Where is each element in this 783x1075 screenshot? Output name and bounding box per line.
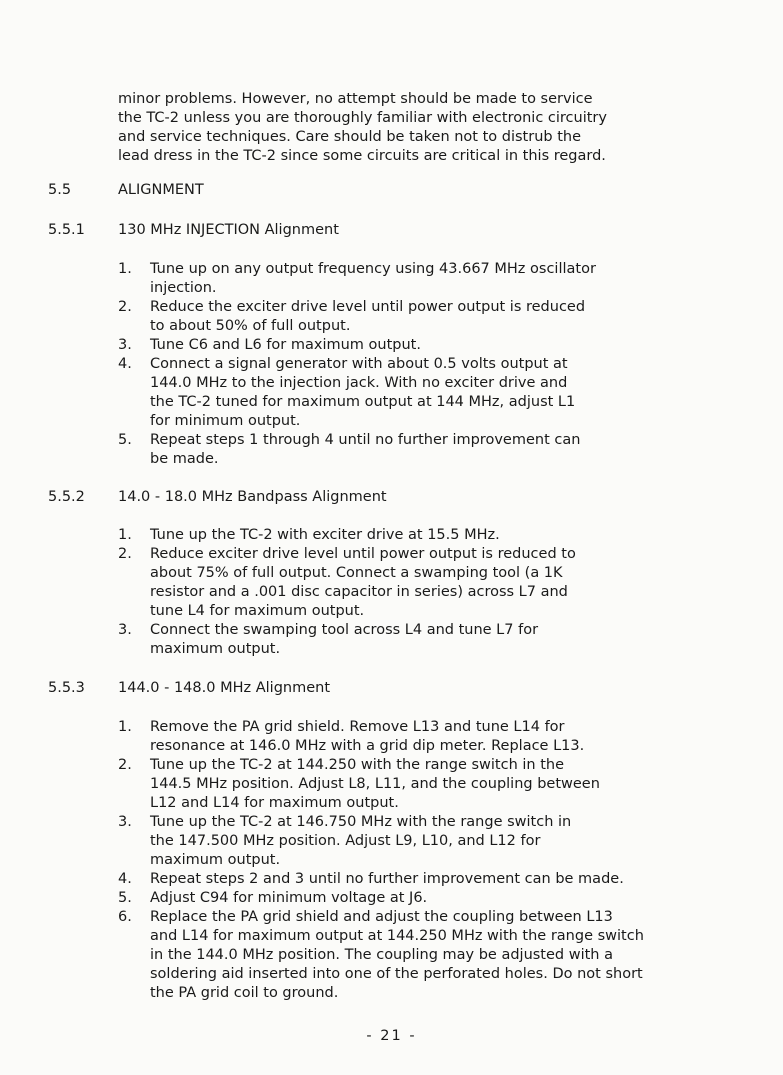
step-number: 4.	[118, 871, 132, 887]
section-5-5-1-steps	[118, 260, 738, 469]
list-item	[118, 889, 758, 908]
section-title: 14.0 - 18.0 MHz Bandpass Alignment	[118, 489, 387, 505]
step-text: Connect a signal generator with about 0.5 volts output at 144.0 MHz to the injection jack. With no exciter drive and the TC-2 tuned for maximum output at 144 MHz, adjust L1 for minimum output.	[150, 356, 576, 429]
list-item	[118, 298, 738, 336]
list-item	[118, 870, 758, 889]
step-number: 3.	[118, 337, 132, 353]
section-number: 5.5.2	[48, 489, 85, 505]
step-text: Replace the PA grid shield and adjust the coupling between L13 and L14 for maximum output at 144.250 MHz with the range switch in the 144.0 MHz position. The coupling may be adjusted with a soldering aid inserted into one of the perforated holes. Do not short the PA grid coil to ground.	[150, 909, 644, 1001]
step-text: Remove the PA grid shield. Remove L13 and tune L14 for resonance at 146.0 MHz with a grid dip meter. Replace L13.	[150, 719, 585, 754]
section-title: ALIGNMENT	[118, 182, 204, 198]
list-item	[118, 545, 738, 621]
list-item	[118, 526, 738, 545]
list-item	[118, 718, 758, 756]
step-text: Tune C6 and L6 for maximum output.	[150, 337, 421, 353]
step-text: Tune up on any output frequency using 43.667 MHz oscillator injection.	[150, 261, 596, 296]
step-number: 1.	[118, 527, 132, 543]
section-number: 5.5	[48, 182, 72, 198]
step-number: 2.	[118, 299, 132, 315]
list-item	[118, 813, 758, 870]
step-number: 5.	[118, 890, 132, 906]
step-text: Repeat steps 2 and 3 until no further improvement can be made.	[150, 871, 624, 887]
section-title: 144.0 - 148.0 MHz Alignment	[118, 680, 331, 696]
step-number: 1.	[118, 261, 132, 277]
section-5-5-2-steps	[118, 526, 738, 659]
step-number: 3.	[118, 814, 132, 830]
step-number: 1.	[118, 719, 132, 735]
list-item	[118, 756, 758, 813]
step-text: Reduce the exciter drive level until power output is reduced to about 50% of full output.	[150, 299, 586, 334]
intro-paragraph: minor problems. However, no attempt should be made to service the TC-2 unless you are thoroughly familiar with electronic circuitry and service techniques. Care should be taken not to distrub the lead dress in the TC-2 since some circuits are critical in this regard.	[118, 91, 607, 164]
step-text: Adjust C94 for minimum voltage at J6.	[150, 890, 428, 906]
step-text: Reduce exciter drive level until power output is reduced to about 75% of full output. Connect a swamping tool (a 1K resistor and a .001 disc capacitor in series) across L7 and tune L4 for maximum output.	[150, 546, 576, 619]
step-text: Tune up the TC-2 at 146.750 MHz with the range switch in the 147.500 MHz position. Adjust L9, L10, and L12 for maximum output.	[150, 814, 572, 868]
list-item	[118, 260, 738, 298]
step-text: Repeat steps 1 through 4 until no further improvement can be made.	[150, 432, 581, 467]
section-number: 5.5.1	[48, 222, 85, 238]
step-number: 3.	[118, 622, 132, 638]
step-text: Connect the swamping tool across L4 and tune L7 for maximum output.	[150, 622, 539, 657]
step-text: Tune up the TC-2 with exciter drive at 15.5 MHz.	[150, 527, 500, 543]
section-title: 130 MHz INJECTION Alignment	[118, 222, 339, 238]
step-number: 5.	[118, 432, 132, 448]
step-text: Tune up the TC-2 at 144.250 with the range switch in the 144.5 MHz position. Adjust L8, L11, and the coupling between L12 and L14 for maximum output.	[150, 757, 600, 811]
list-item	[118, 431, 738, 469]
step-number: 4.	[118, 356, 132, 372]
page-number: - 21 -	[366, 1028, 417, 1044]
list-item	[118, 908, 758, 1003]
step-number: 2.	[118, 757, 132, 773]
list-item	[118, 621, 738, 659]
section-5-5-3-steps	[118, 718, 758, 1003]
section-number: 5.5.3	[48, 680, 85, 696]
list-item	[118, 336, 738, 355]
step-number: 2.	[118, 546, 132, 562]
list-item	[118, 355, 738, 431]
step-number: 6.	[118, 909, 132, 925]
